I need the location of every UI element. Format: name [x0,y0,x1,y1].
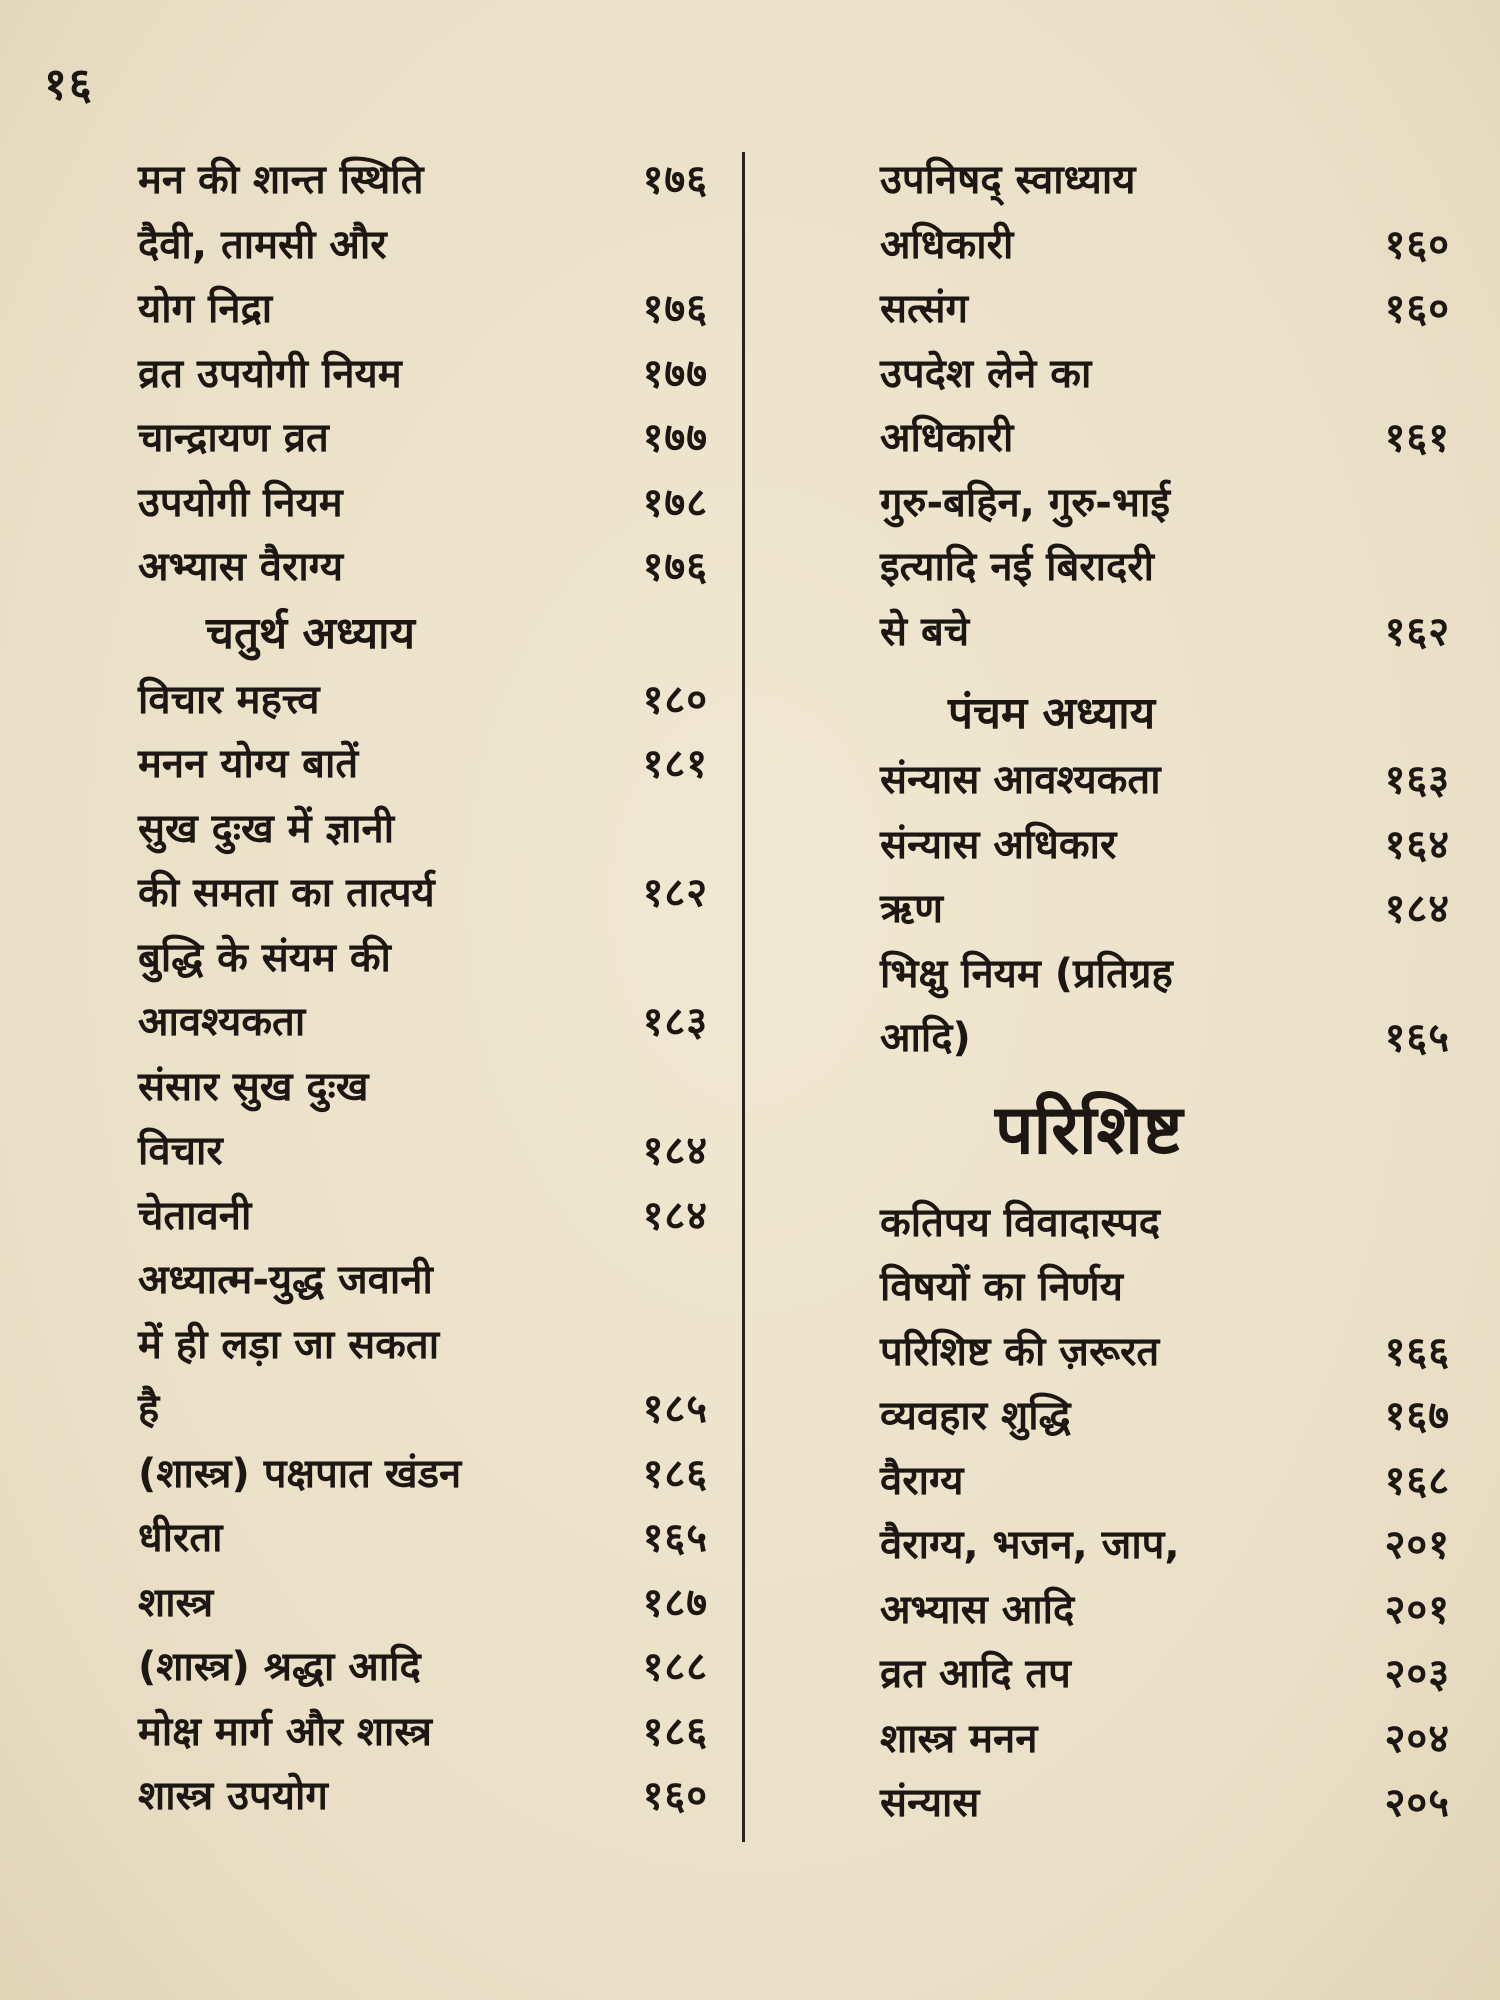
toc-entry-title: वैराग्य [880,1457,964,1504]
toc-entry-title: भिक्षु नियम (प्रतिग्रह [880,950,1173,997]
toc-entry-title: चेतावनी [138,1192,252,1239]
toc-entry [880,600,1450,665]
toc-entry-title: संन्यास अधिकार [880,821,1117,868]
toc-entry-title: विचार [138,1128,223,1174]
toc-entry-page: १८५ [642,1386,708,1432]
toc-entry-page: १६३ [1384,757,1450,803]
toc-entry-title: है [138,1386,160,1432]
toc-entry-title: संन्यास [880,1780,980,1826]
toc-entry [880,1578,1450,1643]
right-list-3 [880,1191,1450,1836]
toc-entry-title: अधिकारी [880,415,1014,461]
toc-entry-title: उपयोगी नियम [138,479,343,526]
toc-entry-page: १८३ [642,999,708,1045]
toc-entry [880,1255,1450,1320]
toc-entry-page: १८४ [1384,886,1450,932]
toc-entry-page: १८४ [642,1128,708,1174]
toc-entry [880,213,1450,278]
toc-entry-title: (शास्त्र) पक्षपात खंडन [138,1450,462,1497]
toc-entry-page: १७७ [642,350,708,397]
toc-entry-page: १६२ [1384,608,1450,655]
toc-entry [138,213,708,278]
toc-entry [880,1449,1450,1514]
right-list [880,148,1450,664]
toc-entry [138,1184,708,1249]
toc-entry-title: विषयों का निर्णय [880,1264,1123,1310]
toc-entry-page: १६० [1384,221,1450,268]
toc-entry-title: व्रत आदि तप [880,1651,1071,1697]
toc-entry [880,1771,1450,1836]
toc-entry-page: २०४ [1384,1715,1450,1762]
toc-entry [880,1320,1450,1385]
toc-entry-title: कतिपय विवादास्पद [880,1199,1161,1246]
toc-entry-page: १६५ [642,1515,708,1561]
toc-entry [138,1442,708,1507]
toc-entry [880,1513,1450,1578]
toc-entry-title: शास्त्र उपयोग [138,1773,328,1819]
toc-entry [138,1055,708,1120]
toc-entry [880,1707,1450,1772]
toc-entry [138,1700,708,1765]
toc-entry [138,535,708,600]
toc-entry [138,1119,708,1184]
toc-entry-title: में ही लड़ा जा सकता [138,1321,440,1368]
toc-entry-title: अध्यात्म-युद्ध जवानी [138,1257,433,1303]
toc-entry-page: १७७ [642,415,708,461]
toc-entry-page: १७६ [642,157,708,203]
toc-entry [138,1248,708,1313]
toc-entry [880,471,1450,536]
toc-entry-title: आदि) [880,1015,971,1061]
toc-entry-title: विचार महत्त्व [138,676,320,723]
toc-entry [880,1384,1450,1449]
toc-entry-title: (शास्त्र) श्रद्धा आदि [138,1644,421,1690]
toc-entry-page: १६५ [1384,1015,1450,1061]
toc-entry-page: १८० [642,676,708,723]
toc-entry [138,797,708,862]
toc-entry [138,732,708,797]
left-column [138,148,708,1829]
toc-entry-title: मोक्ष मार्ग और शास्त्र [138,1708,433,1755]
spacer [880,664,1450,674]
toc-entry [138,1635,708,1700]
toc-entry-title: शास्त्र [138,1579,214,1626]
toc-entry-title: सुख दुःख में ज्ञानी [138,805,395,852]
toc-entry-title: संन्यास आवश्यकता [880,757,1161,803]
toc-entry-page: १८८ [642,1644,708,1690]
toc-entry [880,813,1450,878]
toc-entry [138,861,708,926]
page-number: १६ [44,59,94,110]
toc-entry [880,1006,1450,1071]
toc-entry-title: धीरता [138,1515,223,1561]
toc-entry [138,1506,708,1571]
toc-entry [138,148,708,213]
toc-entry-page: १६८ [1384,1457,1450,1504]
toc-entry-title: बुद्धि के संयम की [138,934,391,981]
toc-entry-page: १६० [1384,286,1450,332]
toc-entry-title: अधिकारी [880,221,1014,268]
toc-entry [880,1642,1450,1707]
toc-entry-title: से बचे [880,608,970,655]
toc-entry-page: १८२ [642,870,708,916]
chapter-heading-5: पंचम अध्याय [948,688,1156,739]
toc-entry-page: १६७ [1384,1393,1450,1439]
toc-entry-title: शास्त्र मनन [880,1715,1038,1762]
toc-entry-page: १७६ [642,286,708,332]
toc-entry-title: अभ्यास वैराग्य [138,544,344,590]
toc-entry-title: इत्यादि नई बिरादरी [880,544,1154,590]
toc-entry-page: २०१ [1384,1522,1450,1568]
toc-entry-title: उपनिषद् स्वाध्याय [880,157,1136,203]
right-list-2 [880,748,1450,1071]
right-column [880,148,1450,1836]
toc-entry-page: १८४ [642,1192,708,1239]
toc-entry-page: १७६ [642,544,708,590]
toc-entry [138,471,708,536]
toc-entry-page: २०३ [1384,1651,1450,1697]
toc-entry [138,1377,708,1442]
toc-entry [138,1764,708,1829]
toc-entry-title: मन की शान्त स्थिति [138,157,424,203]
toc-entry [880,535,1450,600]
left-list-2 [138,668,708,1829]
toc-entry [138,1313,708,1378]
toc-entry-title: मनन योग्य बातें [138,741,359,787]
toc-entry-page: १८६ [642,1708,708,1755]
toc-entry [138,926,708,991]
toc-entry-title: आवश्यकता [138,999,306,1045]
toc-entry [138,1571,708,1636]
toc-entry-title: गुरु-बहिन, गुरु-भाई [880,479,1170,526]
column-divider [742,152,745,1842]
toc-entry [138,406,708,471]
toc-entry [880,748,1450,813]
toc-entry [880,342,1450,407]
toc-entry [138,277,708,342]
toc-entry-title: ऋण [880,886,944,932]
appendix-heading: परिशिष्ट [995,1090,1183,1170]
toc-entry-page: १८७ [642,1579,708,1626]
toc-entry-title: की समता का तात्पर्य [138,870,435,916]
toc-entry-title: उपदेश लेने का [880,350,1092,397]
toc-entry-page: १८६ [642,1450,708,1497]
toc-entry-page: १६४ [1384,821,1450,868]
toc-entry-page: १७८ [642,479,708,526]
toc-entry-title: चान्द्रायण व्रत [138,415,329,461]
toc-entry-title: सत्संग [880,286,969,332]
toc-entry [138,668,708,733]
toc-entry [880,1191,1450,1256]
chapter-heading-4: चतुर्थ अध्याय [206,607,416,659]
toc-entry [880,942,1450,1007]
left-list [138,148,708,600]
toc-entry-page: २०१ [1384,1586,1450,1633]
toc-entry-title: योग निद्रा [138,286,273,332]
toc-entry [880,277,1450,342]
toc-entry-page: १८१ [642,741,708,787]
toc-entry [880,148,1450,213]
toc-entry-title: दैवी, तामसी और [138,221,387,268]
toc-entry [880,406,1450,471]
toc-entry [138,990,708,1055]
toc-entry-title: व्यवहार शुद्धि [880,1393,1071,1439]
toc-entry [138,342,708,407]
toc-entry-title: परिशिष्ट की ज़रूरत [880,1328,1160,1375]
toc-entry-page: १६६ [1384,1328,1450,1375]
toc-entry-page: १६० [642,1773,708,1819]
toc-entry-page: १६१ [1384,415,1450,461]
toc-entry-title: संसार सुख दुःख [138,1063,369,1110]
toc-entry-title: अभ्यास आदि [880,1586,1075,1633]
toc-entry [880,877,1450,942]
toc-entry-title: व्रत उपयोगी नियम [138,350,402,397]
toc-entry-title: वैराग्य, भजन, जाप, [880,1522,1180,1568]
toc-entry-page: २०५ [1384,1780,1450,1826]
